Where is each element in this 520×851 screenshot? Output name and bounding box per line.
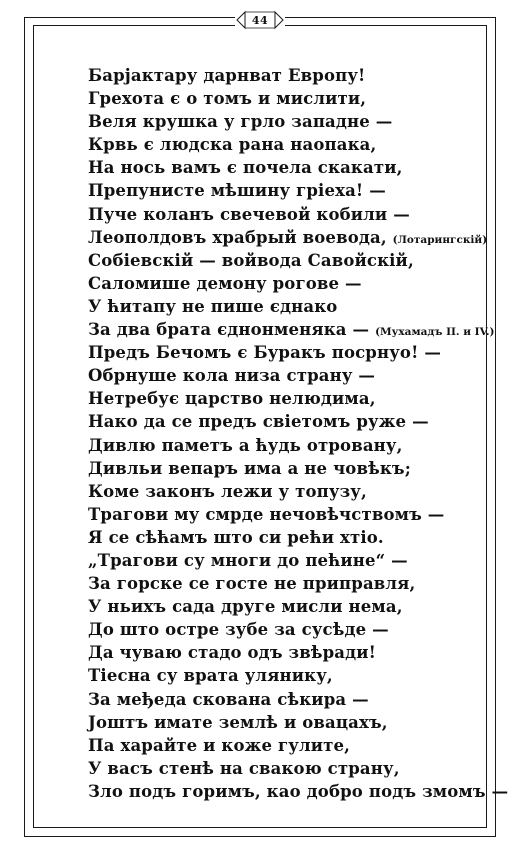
poem-line: Па харайте и коже гулите, (88, 735, 351, 755)
poem-line: У ћитапу не пише єднако (88, 296, 338, 316)
poem-line: Пуче коланъ свечевой кобили — (88, 204, 410, 224)
annotation-note: (Мухамадъ II. и IV.) (375, 326, 495, 339)
poem-line: На нось вамъ є почела скакати, (88, 158, 403, 178)
poem-line: За међеда скована сѣкира — (88, 689, 369, 709)
poem-line: Веля крушка у грло западне — (88, 112, 393, 132)
poem-line: За горске се госте не приправля, (88, 574, 416, 594)
poem-line: У васъ стенѣ на свакою страну, (88, 758, 400, 778)
page-number: 44 (251, 13, 269, 27)
page-number-ornament (235, 6, 285, 34)
poem-line: Препунисте мѣшину грiеха! — (88, 181, 386, 201)
poem-line: Коме законъ лежи у топузу, (88, 481, 367, 501)
poem-line: Я се сѣћамъ што си рећи хтiо. (88, 527, 384, 547)
poem-line: Предъ Бечомъ є Буракъ посрнуо! — (88, 343, 442, 363)
poem-line: Крвь є людска рана наопака, (88, 135, 377, 155)
poem-line: У ньихъ сада друге мисли нема, (88, 597, 403, 617)
annotation-note: (Лотарингскiй) (392, 233, 488, 246)
poem-line: Тiесна су врата улянику, (88, 666, 333, 686)
poem-line: Нако да се предъ свiетомъ руже — (88, 412, 429, 432)
poem-line: Нетребує царство нелюдима, (88, 389, 376, 409)
poem-line: Да чуваю стадо одъ звѣради! (88, 643, 377, 663)
poem-line: Грехота є о томъ и мислити, (88, 89, 367, 109)
poem-line: Јоштъ имате землѣ и овацахъ, (88, 712, 388, 732)
poem-line: „Трагови су многи до пећине“ — (88, 550, 408, 570)
poem-line: Собiевскiй — войвода Савойскiй, (88, 250, 414, 270)
poem-line: За два брата єднонменяка — (Мухамадъ II. и IV.) (88, 320, 495, 340)
poem-line: Саломише демону рогове — (88, 273, 362, 293)
poem-line: Барјактару дарнват Европу! (88, 66, 366, 85)
poem-line: Дивлю паметъ а ћудь отровану, (88, 435, 403, 455)
poem-line: Леополдовъ храбрый воевода, (Лотарингскiй) (88, 227, 488, 247)
poem-line: До што остре зубе за сусѣде — (88, 620, 389, 640)
poem-text (88, 64, 509, 803)
poem-line: Обрнуше кола низа страну — (88, 366, 376, 386)
poem-line: Зло подъ горимъ, као добро подъ змомъ — (88, 781, 509, 801)
poem-line: Дивльи вепаръ има а не човѣкъ; (88, 458, 411, 478)
poem-line: Трагови му смрде нечовѣчствомъ — (88, 504, 445, 524)
